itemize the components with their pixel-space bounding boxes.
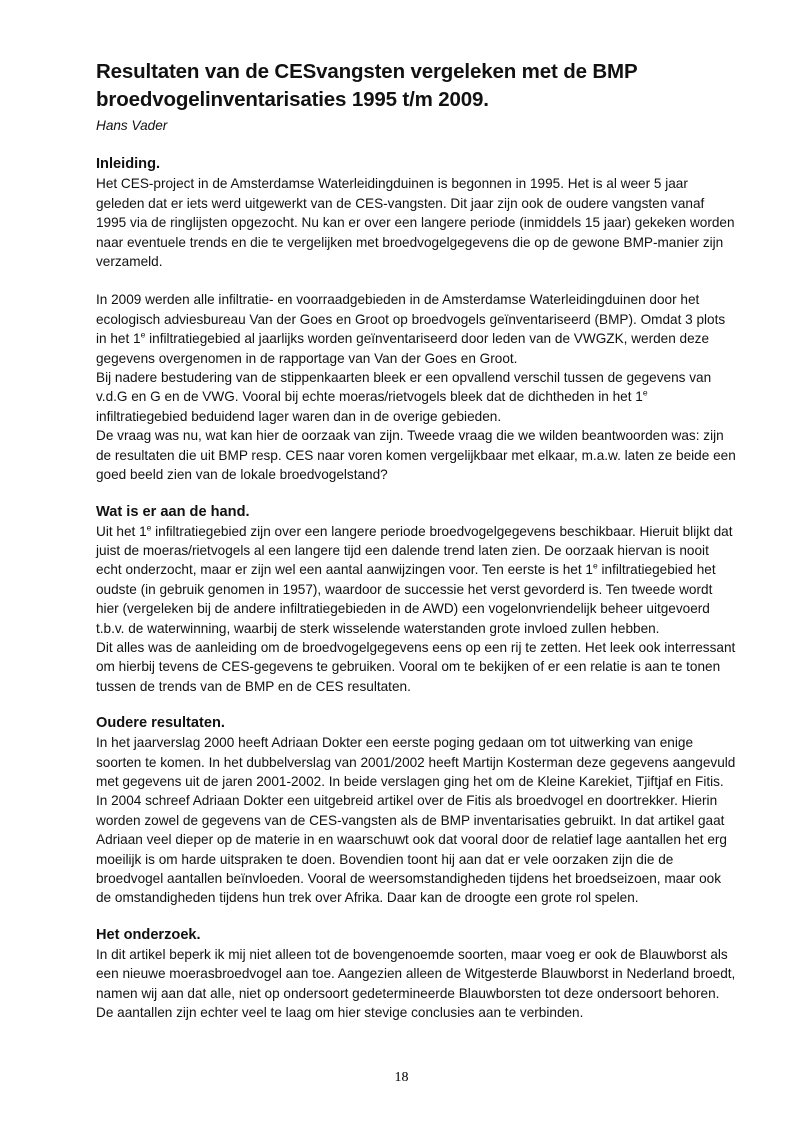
superscript: e xyxy=(592,560,598,571)
paragraph: In dit artikel beperk ik mij niet alleen tot de bovengenoemde soorten, maar voeg er ook de Blauwborst als een nieuwe moerasbroedvogel aan toe. Aangezien alleen de Witgesterde Blauwborst in Nederland broedt, namen wij aan dat alle, niet op ondersoort gedetermineerde Blauwborsten tot deze ondersoort behoren. De aantallen zijn echter veel te laag om hier stevige conclusies aan te verbinden. xyxy=(96,946,736,1021)
paragraph: Dit alles was de aanleiding om de broedvogelgegevens eens op een rij te zetten. Het leek ook interressant om hierbij tevens de CES-gegevens te gebruiken. Vooral om te bekijken of er een relatie is aan te tonen tussen de trends van de BMP en de CES resultaten. xyxy=(96,639,736,694)
author-name: Hans Vader xyxy=(96,118,168,133)
superscript: e xyxy=(642,387,648,398)
paragraph: Het CES-project in de Amsterdamse Waterleidingduinen is begonnen in 1995. Het is al weer 5 jaar geleden dat er iets werd uitgewerkt van de CES-vangsten. Dit jaar zijn ook de oudere vangsten vanaf 1995 via de ringlijsten opgezocht. Nu kan er over een langere periode (inmiddels 15 jaar) gekeken worden naar eventuele trends en die te vergelijken met broedvogelgegevens die op de gewone BMP-manier zijn verzameld. xyxy=(96,176,735,270)
paragraph: In 2004 schreef Adriaan Dokter een uitgebreid artikel over de Fitis als broedvogel en doortrekker. Hierin worden zowel de gegevens van de CES-vangsten als de BMP inventarisaties gebruikt. In dat artikel gaat Adriaan veel dieper op de materie in en waarschuwt ook dat vooral door de relatief lage aantallen het erg moeilijk is om harde uitspraken te doen. Bovendien toont hij aan dat er vele oorzaken zijn die de broedvogel aantallen beïnvloeden. Vooral de weersomstandigheden tijdens het broedseizoen, maar ook de omstandigheden tijdens hun trek over Afrika. Daar kan de droogte een grote rol spelen. xyxy=(96,793,727,906)
paragraph: In het jaarverslag 2000 heeft Adriaan Dokter een eerste poging gedaan om tot uitwerking van enige soorten te komen. In het dubbelverslag van 2001/2002 heeft Martijn Kosterman deze gegevens aangevuld met gegevens uit de jaren 2001-2002. In beide verslagen ging het om de Kleine Karekiet, Tjiftjaf en Fitis. xyxy=(96,735,736,789)
document-page xyxy=(96,58,736,1022)
document-title: Resultaten van de CESvangsten vergeleken met de BMP broedvogelinventarisaties 1995 t/m 2009. xyxy=(96,60,638,111)
section-oudere-resultaten xyxy=(96,713,736,908)
section-heading: Het onderzoek. xyxy=(96,926,201,943)
paragraph: In 2009 werden alle infiltratie- en voorraadgebieden in de Amsterdamse Waterleidingduinen door het ecologisch adviesbureau Van der Goes en Groot op broedvogels geïnventariseerd (BMP). Omdat 3 plots in het 1e infiltratiegebied al jaarlijks worden geïnventariseerd door leden van de VWGZK, werden deze gegevens overgenomen in de rapportage van Van der Goes en Groot. xyxy=(96,292,726,366)
section-inleiding xyxy=(96,154,736,484)
paragraph: Uit het 1e infiltratiegebied zijn over een langere periode broedvogelgegevens beschikbaar. Hieruit blijkt dat juist de moeras/rietvogels al een langere tijd een dalende trend laten zien. De oorzaak hiervan is nooit echt onderzocht, maar er zijn wel een aantal aanwijzingen voor. Ten eerste is het 1e infiltratiegebied het oudste (in gebruik genomen in 1957), waardoor de successie het verst gevorderd is. Ten tweede wordt hier (vergeleken bij de andere infiltratiegebieden in de AWD) een vogelonvriendelijk beheer uitgevoerd t.b.v. de waterwinning, waarbij de sterk wisselende waterstanden grote invloed zullen hebben. xyxy=(96,521,733,636)
paragraph: De vraag was nu, wat kan hier de oorzaak van zijn. Tweede vraag die we wilden beantwoorden was: zijn de resultaten die uit BMP resp. CES naar voren komen vergelijkbaar met elkaar, m.a.w. laten ze beide een goed beeld zien van de lokale broedvogelstand? xyxy=(96,428,736,483)
section-heading: Wat is er aan de hand. xyxy=(96,503,250,520)
section-heading: Inleiding. xyxy=(96,156,161,173)
superscript: e xyxy=(146,521,152,532)
section-het-onderzoek xyxy=(96,925,736,1023)
superscript: e xyxy=(140,329,146,340)
paragraph: Bij nadere bestudering van de stippenkaarten bleek er een opvallend verschil tussen de gegevens van v.d.G en G en de VWG. Vooral bij echte moeras/rietvogels bleek dat de dichtheden in het 1e infiltratiegebied beduidend lager waren dan in de overige gebieden. xyxy=(96,370,712,424)
section-heading: Oudere resultaten. xyxy=(96,715,225,732)
section-wat-is-er-aan-de-hand xyxy=(96,502,736,697)
page-number: 18 xyxy=(394,1070,409,1085)
paragraph-gap xyxy=(96,271,736,290)
